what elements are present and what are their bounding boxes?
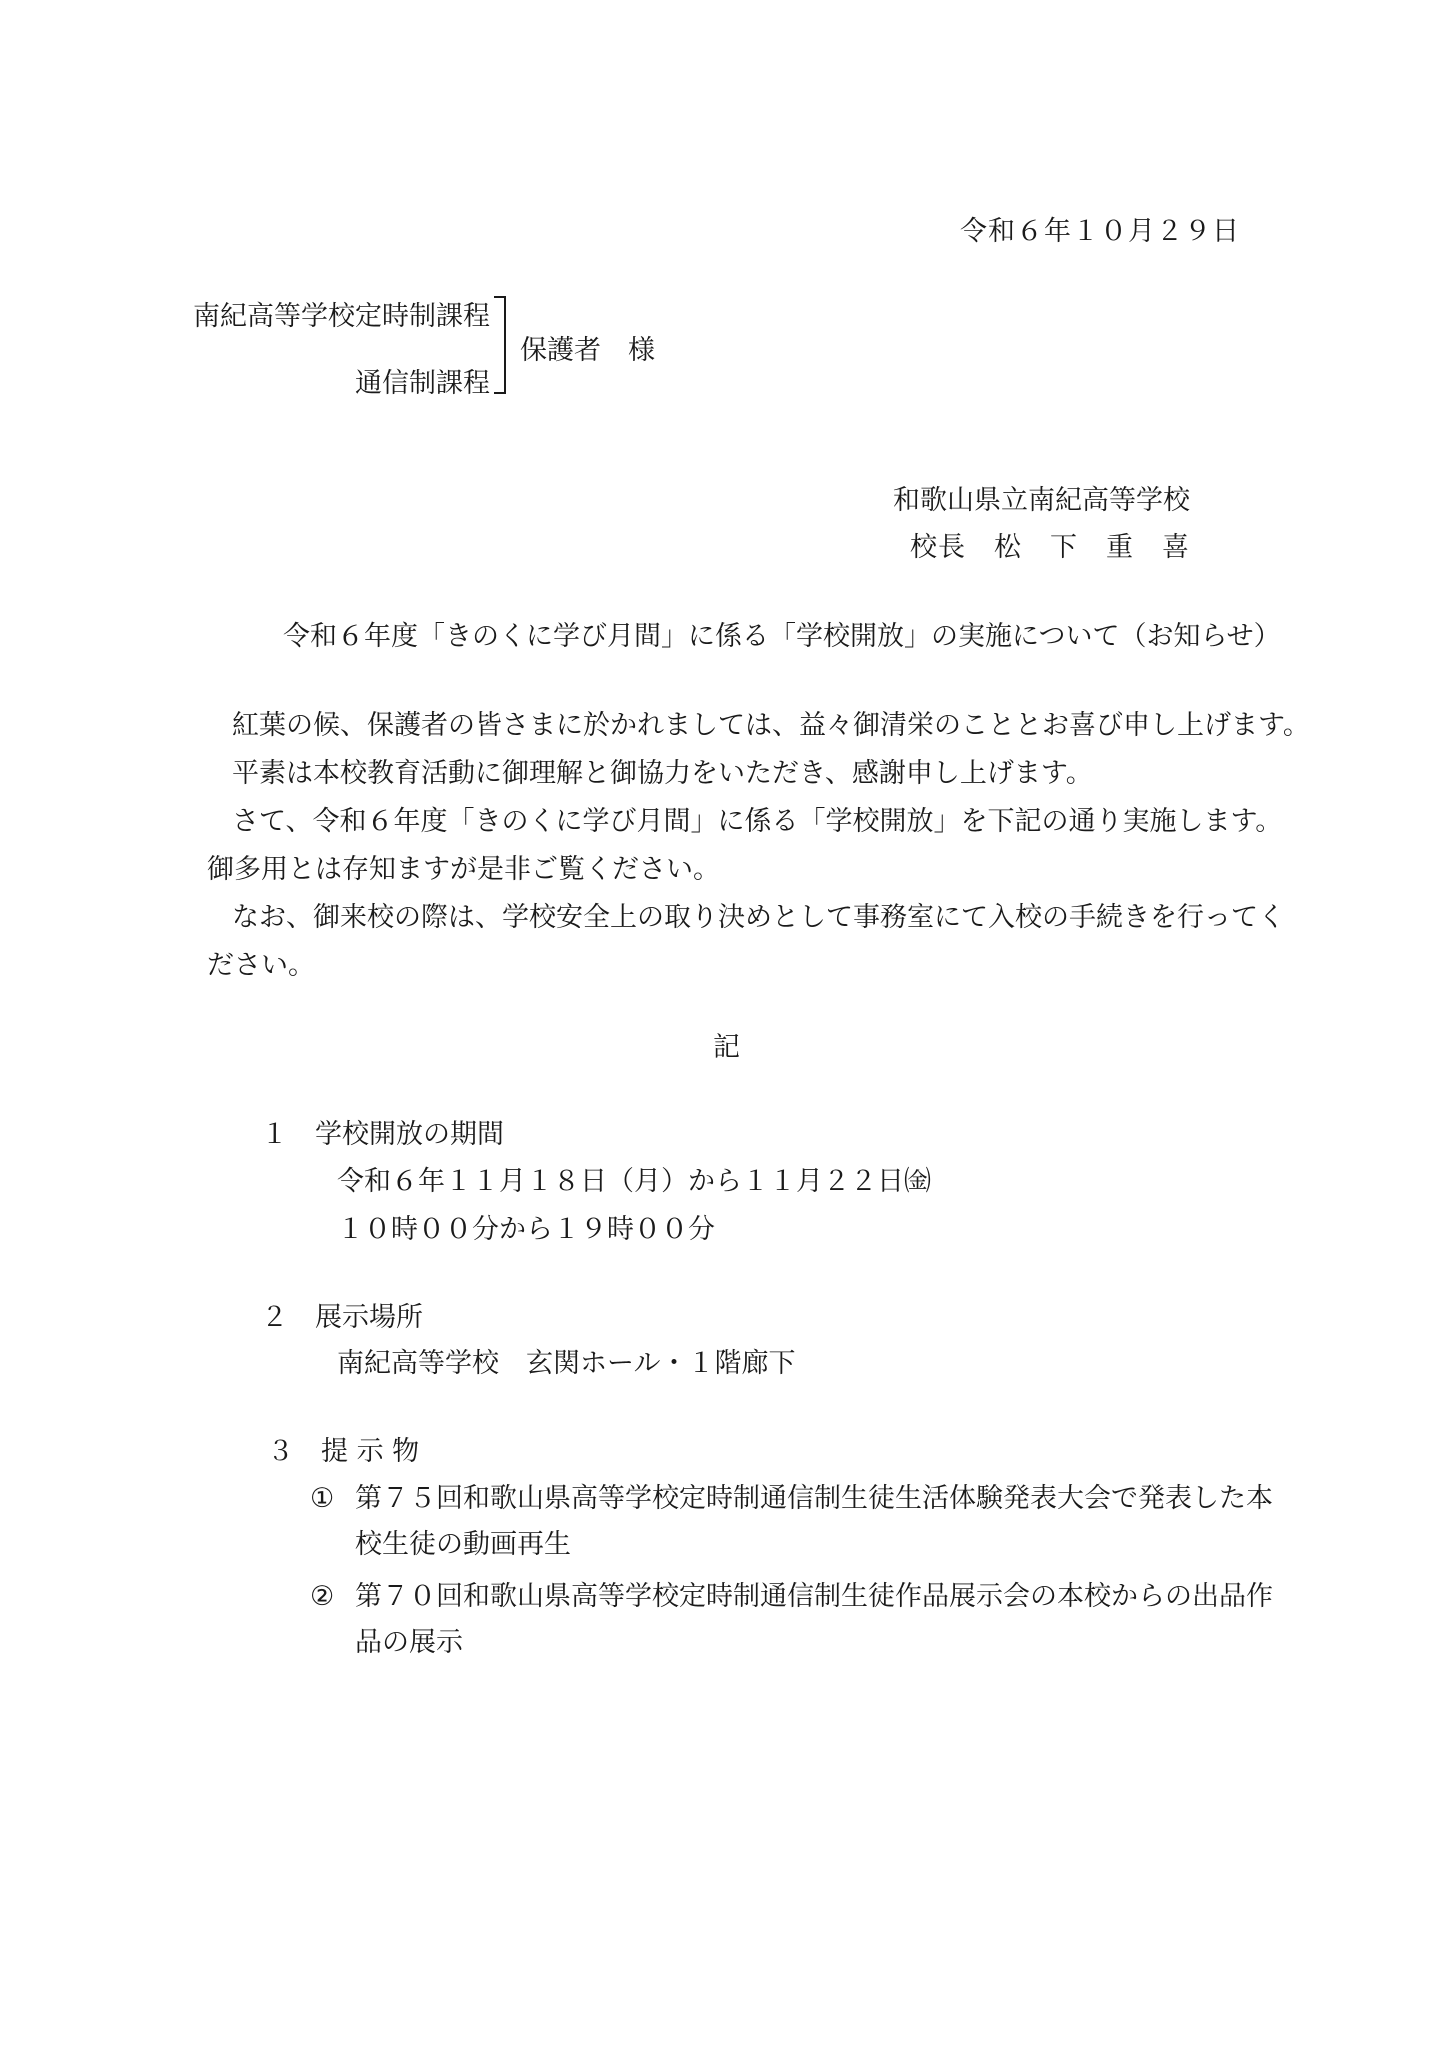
section-period-dates: 令和６年１１月１８日（月）から１１月２２日㈮ <box>337 1166 931 1197</box>
exhibit-item-2-line-1: 第７０回和歌山県高等学校定時制通信制生徒作品展示会の本校からの出品作 <box>355 1581 1273 1612</box>
body-line-6: ださい。 <box>207 950 315 981</box>
recipient-course-part-time: 南紀高等学校定時制課程 <box>193 301 490 332</box>
exhibit-item-1-marker: ① <box>310 1483 335 1514</box>
sender-school: 和歌山県立南紀高等学校 <box>893 485 1190 516</box>
document-date: 令和６年１０月２９日 <box>960 216 1240 247</box>
section-period-hours: １０時００分から１９時００分 <box>337 1214 715 1245</box>
exhibit-item-1-line-1: 第７５回和歌山県高等学校定時制通信制生徒生活体験発表大会で発表した本 <box>355 1483 1273 1514</box>
exhibit-item-2-marker: ② <box>310 1581 335 1612</box>
section-place-heading: ２ 展示場所 <box>261 1302 423 1333</box>
recipient-bracket <box>494 296 506 394</box>
section-place-location: 南紀高等学校 玄関ホール・１階廊下 <box>337 1348 796 1379</box>
exhibit-item-1-line-2: 校生徒の動画再生 <box>355 1529 571 1560</box>
body-line-3: さて、令和６年度「きのくに学び月間」に係る「学校開放」を下記の通り実施します。 <box>232 806 1283 837</box>
section-exhibits-heading: ３ 提 示 物 <box>267 1436 420 1467</box>
body-line-1: 紅葉の候、保護者の皆さまに於かれましては、益々御清栄のこととお喜び申し上げます。 <box>232 710 1310 741</box>
recipient-course-correspondence: 通信制課程 <box>355 368 490 399</box>
body-line-4: 御多用とは存知ますが是非ご覧ください。 <box>207 854 720 885</box>
recipient-honorific: 保護者 様 <box>520 335 655 366</box>
body-line-5: なお、御来校の際は、学校安全上の取り決めとして事務室にて入校の手続きを行ってく <box>232 902 1285 933</box>
exhibit-item-2-line-2: 品の展示 <box>355 1627 463 1658</box>
section-period-heading: １ 学校開放の期間 <box>261 1119 504 1150</box>
ki-marker: 記 <box>713 1032 740 1063</box>
sender-principal: 校長 松 下 重 喜 <box>910 532 1190 563</box>
body-line-2: 平素は本校教育活動に御理解と御協力をいただき、感謝申し上げます。 <box>232 758 1093 789</box>
document-title: 令和６年度「きのくに学び月間」に係る「学校開放」の実施について（お知らせ） <box>283 621 1281 652</box>
